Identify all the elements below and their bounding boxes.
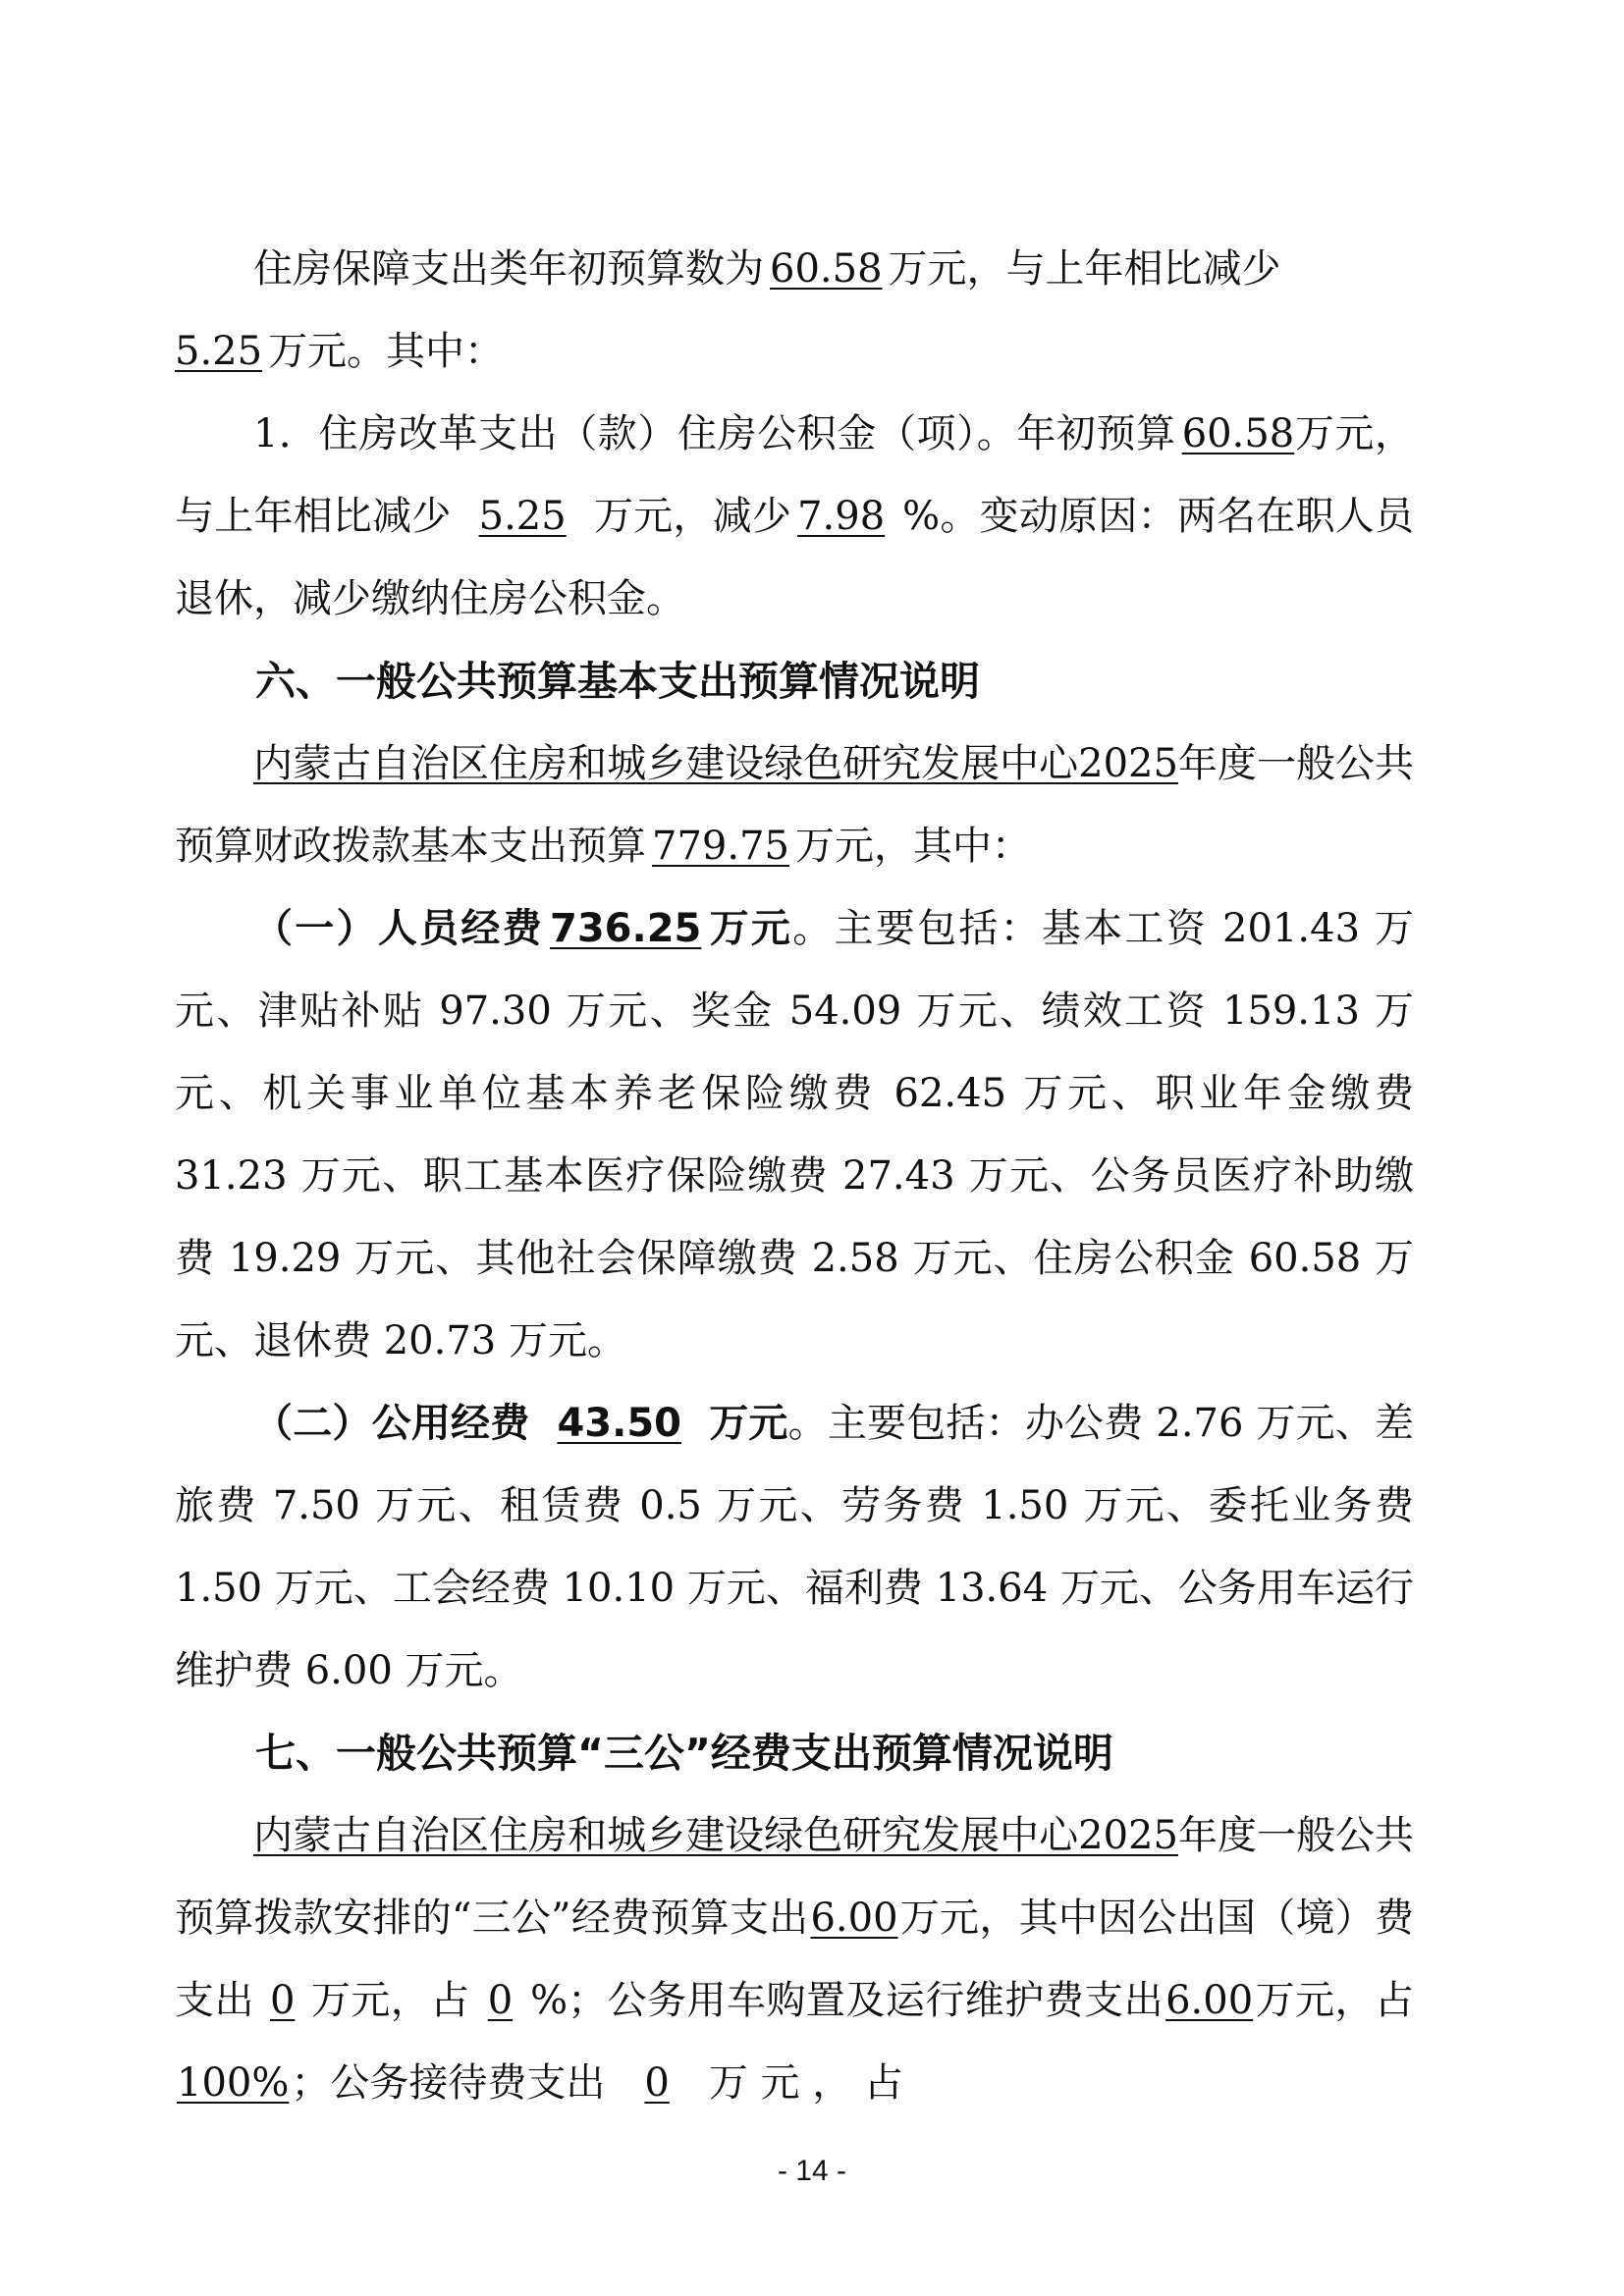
- paragraph-three-public: 内蒙古自治区住房和城乡建设绿色研究发展中心2025年度一般公共预算拨款安排的“三公”经费预算支出6.00万元，其中因公出国（境）费支出 0 万元，占 0 %；公务用车购置及运行维护费支出6.00万元，占100%；公务接待费支出 0 万 元 ， 占: [175, 1813, 1415, 2106]
- subheading-personnel: （一）人员经费: [253, 906, 544, 951]
- value-reception: 0: [644, 2060, 670, 2106]
- page-number: - 14 -: [777, 2155, 847, 2187]
- value-overseas-percent: 0: [487, 1978, 514, 2023]
- value-basic-expenditure: 779.75: [652, 824, 789, 869]
- value-fund-decrease: 5.25: [478, 494, 567, 539]
- section-heading-7: 七、一般公共预算“三公”经费支出预算情况说明: [255, 1730, 1113, 1777]
- section-heading-6: 六、一般公共预算基本支出预算情况说明: [255, 658, 980, 705]
- paragraph-personnel-costs: （一）人员经费 736.25 万元。主要包括：基本工资 201.43 万元、津贴补贴 97.30 万元、奖金 54.09 万元、绩效工资 159.13 万元、机关事业单位基本养老保险缴费 62.45 万元、职业年金缴费 31.23 万元、职工基本医疗保险缴费 27.43 万元、公务员医疗补助缴费 19.29 万元、其他社会保障缴费 2.58 万元、住房公积金 60.58 万元、退休费 20.73 万元。: [175, 906, 1415, 1363]
- value-public-costs: 43.50: [557, 1401, 681, 1446]
- paragraph-housing-fund: 1．住房改革支出（款）住房公积金（项）。年初预算 60.58万元，与上年相比减少 5.25 万元，减少 7.98 %。变动原因：两名在职人员退休，减少缴纳住房公积金。: [175, 411, 1414, 621]
- value-personnel-costs: 736.25: [550, 906, 702, 951]
- value-three-public-total: 6.00: [810, 1896, 898, 1941]
- value-vehicle: 6.00: [1165, 1978, 1254, 2023]
- body-text: [175, 228, 1414, 2124]
- value-fund-decrease-percent: 7.98: [797, 494, 886, 539]
- organization-name-2: 内蒙古自治区住房和城乡建设绿色研究发展中心2025: [253, 1813, 1178, 1858]
- value-housing-total: 60.58: [770, 246, 883, 292]
- value-housing-decrease: 5.25: [175, 329, 263, 374]
- subheading-public: （二）公用经费: [253, 1401, 530, 1446]
- value-overseas: 0: [269, 1978, 296, 2023]
- paragraph-basic-expenditure: 内蒙古自治区住房和城乡建设绿色研究发展中心2025年度一般公共预算财政拨款基本支出预算 779.75 万元，其中：: [175, 741, 1415, 869]
- value-housing-fund: 60.58: [1181, 411, 1295, 456]
- organization-name: 内蒙古自治区住房和城乡建设绿色研究发展中心2025: [253, 741, 1178, 786]
- value-vehicle-percent: 100%: [177, 2060, 290, 2106]
- paragraph-public-costs: （二）公用经费 43.50 万元。主要包括：办公费 2.76 万元、差旅费 7.50 万元、租赁费 0.5 万元、劳务费 1.50 万元、委托业务费 1.50 万元、工会经费 10.10 万元、福利费 13.64 万元、公务用车运行维护费 6.00 万元。: [175, 1401, 1414, 1693]
- paragraph-housing-summary: 住房保障支出类年初预算数为 60.58 万元，与上年相比减少 5.25 万元。其中：: [175, 246, 1281, 374]
